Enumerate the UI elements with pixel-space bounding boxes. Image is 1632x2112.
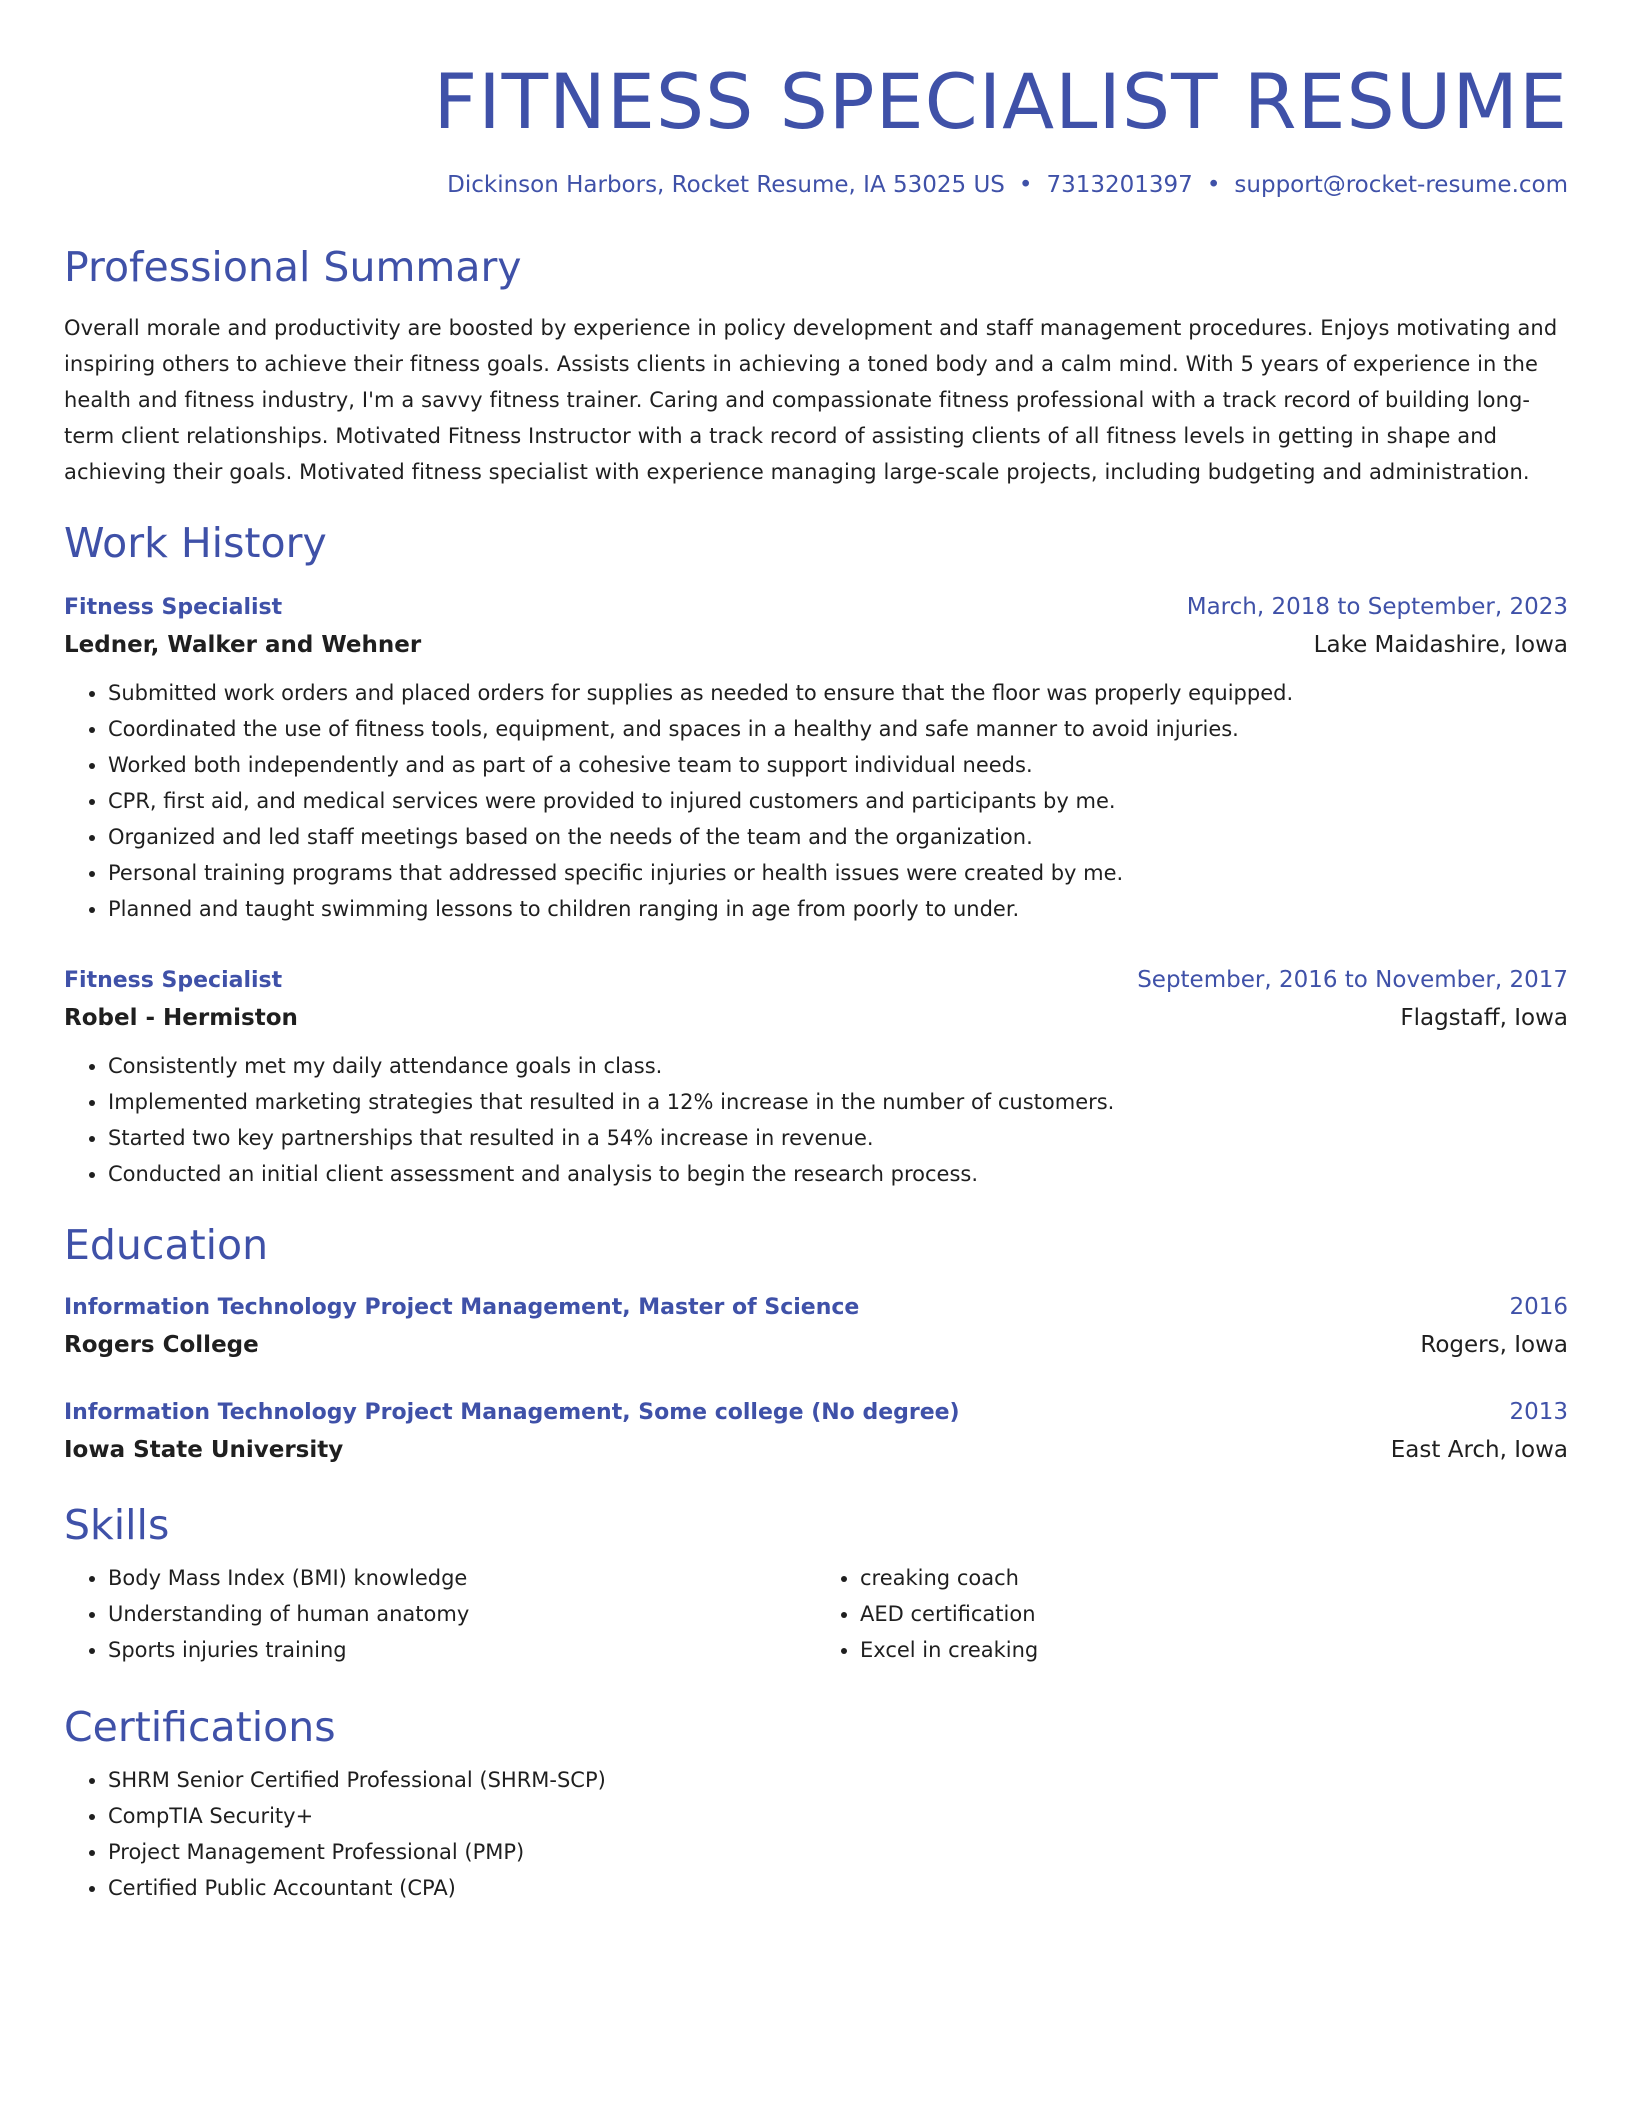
- job-employer: Ledner, Walker and Wehner: [64, 632, 422, 658]
- job-employer-row: [64, 998, 1568, 1038]
- contact-phone: 7313201397: [1046, 172, 1193, 198]
- education-school-row: [64, 1325, 1568, 1365]
- job-bullet: • Coordinated the use of fitness tools, equipment, and spaces in a healthy and safe manner to avoid injuries.: [108, 711, 1568, 747]
- skills-grid: [64, 1560, 1568, 1668]
- job-header-row: [64, 590, 1568, 625]
- job-dates: September, 2016 to November, 2017: [1137, 967, 1568, 993]
- job-bullet: • Started two key partnerships that resulted in a 54% increase in revenue.: [108, 1120, 1568, 1156]
- job-bullet: • Implemented marketing strategies that resulted in a 12% increase in the number of customers.: [108, 1084, 1568, 1120]
- job-bullet: • Planned and taught swimming lessons to children ranging in age from poorly to under.: [108, 891, 1568, 927]
- job-bullet: • Organized and led staff meetings based on the needs of the team and the organization.: [108, 819, 1568, 855]
- education-school: Iowa State University: [64, 1437, 344, 1463]
- skill-item: • Sports injuries training: [108, 1632, 816, 1668]
- job-bullet: • CPR, first aid, and medical services were provided to injured customers and participants by me.: [108, 783, 1568, 819]
- job-location: Flagstaff, Iowa: [1400, 1005, 1568, 1031]
- job-bullet: • Conducted an initial client assessment and analysis to begin the research process.: [108, 1156, 1568, 1192]
- job-employer: Robel - Hermiston: [64, 1005, 298, 1031]
- job-bullet: • Worked both independently and as part of a cohesive team to support individual needs.: [108, 747, 1568, 783]
- skills-list-right: [816, 1560, 1568, 1668]
- job-title: Fitness Specialist: [64, 968, 283, 993]
- education-entry: [64, 1290, 1568, 1365]
- certifications-heading: Certifications: [64, 1703, 336, 1751]
- skill-item: • Understanding of human anatomy: [108, 1596, 816, 1632]
- job-employer-row: [64, 625, 1568, 665]
- job-dates: March, 2018 to September, 2023: [1186, 594, 1568, 620]
- job-bullets: [64, 1048, 1568, 1192]
- education-heading: Education: [64, 1221, 269, 1269]
- job-bullet: • Personal training programs that addressed specific injuries or health issues were created by me.: [108, 855, 1568, 891]
- skill-item: • creaking coach: [860, 1560, 1568, 1596]
- skills-heading: Skills: [64, 1501, 170, 1549]
- education-degree: Information Technology Project Management, Master of Science: [64, 1295, 860, 1320]
- contact-address: Dickinson Harbors, Rocket Resume, IA 53025 US: [447, 172, 1005, 198]
- contact-email: support@rocket-resume.com: [1234, 172, 1568, 198]
- job-header-row: [64, 963, 1568, 998]
- job-location: Lake Maidashire, Iowa: [1313, 632, 1568, 658]
- skill-item: • Body Mass Index (BMI) knowledge: [108, 1560, 816, 1596]
- education-entry: [64, 1395, 1568, 1470]
- contact-line: [64, 170, 1568, 200]
- job-bullet: • Submitted work orders and placed orders for supplies as needed to ensure that the floor was properly equipped.: [108, 675, 1568, 711]
- education-location: Rogers, Iowa: [1420, 1332, 1568, 1358]
- job-bullets: [64, 675, 1568, 927]
- job-entry: [64, 963, 1568, 1192]
- education-year: 2013: [1509, 1399, 1568, 1425]
- certification-item: • CompTIA Security+: [108, 1798, 1568, 1834]
- contact-separator: •: [1018, 172, 1033, 198]
- job-title: Fitness Specialist: [64, 595, 283, 620]
- resume-title: FITNESS SPECIALIST RESUME: [433, 57, 1568, 146]
- certifications-list: [64, 1762, 1568, 1906]
- skill-item: • Excel in creaking: [860, 1632, 1568, 1668]
- certification-item: • SHRM Senior Certified Professional (SHRM-SCP): [108, 1762, 1568, 1798]
- education-header-row: [64, 1395, 1568, 1430]
- education-school: Rogers College: [64, 1332, 259, 1358]
- summary-text: Overall morale and productivity are boosted by experience in policy development and staff management procedures. Enjoys motivating and inspiring others to achieve their fitness goals. Assists clients in achieving a toned body and a calm mind. With 5 years of experience in the health and fitness industry, I'm a savvy fitness trainer. Caring and compassionate fitness professional with a track record of building long-term client relationships. Motivated Fitness Instructor with a track record of assisting clients of all fitness levels in getting in shape and achieving their goals. Motivated fitness specialist with experience managing large-scale projects, including budgeting and administration.: [64, 316, 1558, 484]
- education-degree: Information Technology Project Management, Some college (No degree): [64, 1400, 960, 1425]
- skill-item: • AED certification: [860, 1596, 1568, 1632]
- education-location: East Arch, Iowa: [1390, 1437, 1568, 1463]
- skills-list-left: [64, 1560, 816, 1668]
- certification-item: • Certified Public Accountant (CPA): [108, 1870, 1568, 1906]
- contact-separator: •: [1206, 172, 1221, 198]
- job-entry: [64, 590, 1568, 927]
- education-year: 2016: [1509, 1294, 1568, 1320]
- job-bullet: • Consistently met my daily attendance goals in class.: [108, 1048, 1568, 1084]
- education-header-row: [64, 1290, 1568, 1325]
- work-history-heading: Work History: [64, 519, 327, 567]
- education-school-row: [64, 1430, 1568, 1470]
- certification-item: • Project Management Professional (PMP): [108, 1834, 1568, 1870]
- summary-heading: Professional Summary: [64, 243, 522, 291]
